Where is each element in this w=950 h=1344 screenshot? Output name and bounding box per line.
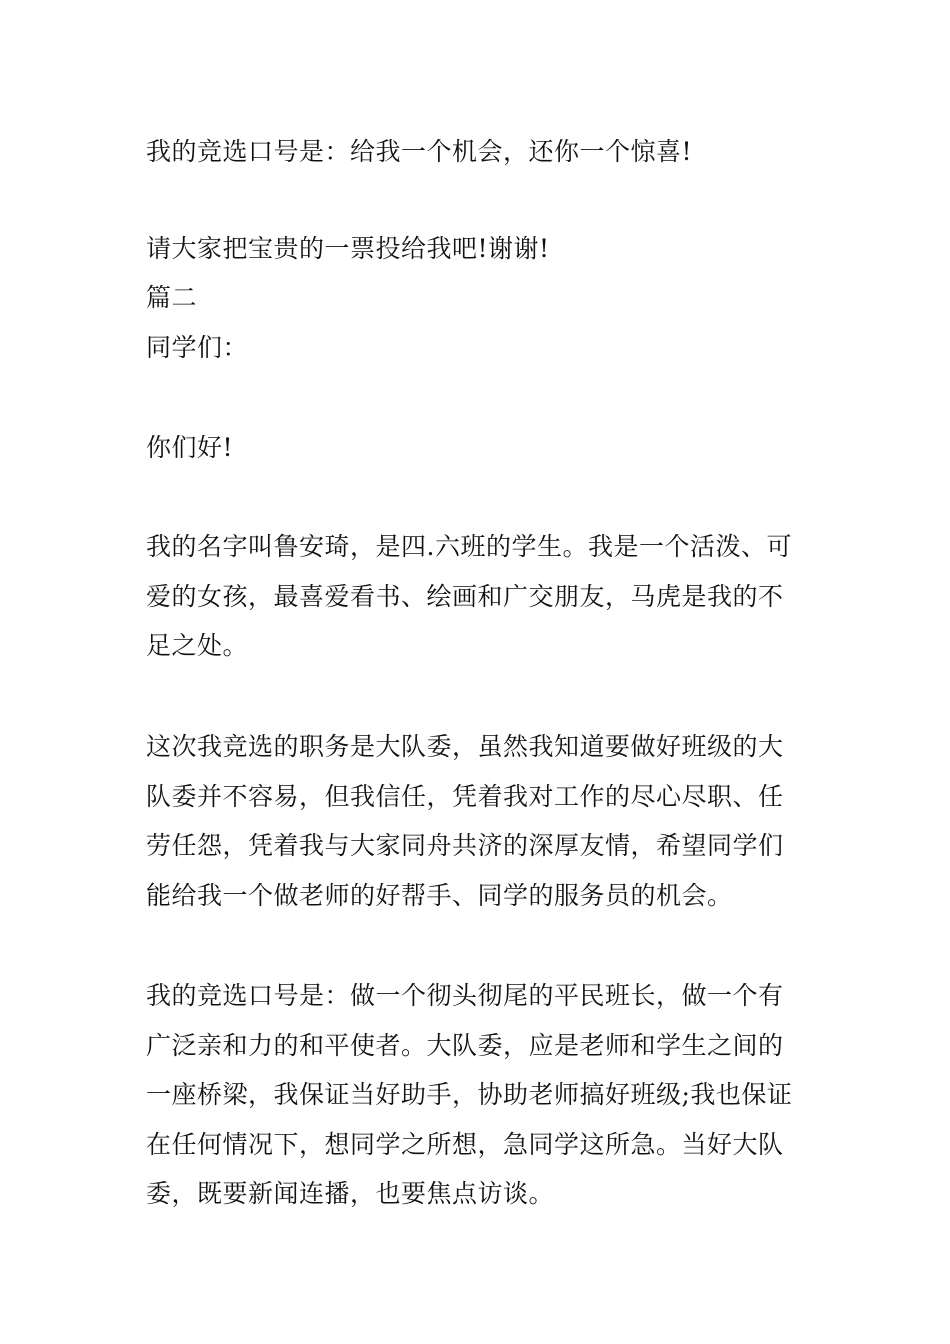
text-line: 广泛亲和力的和平使者。大队委，应是老师和学生之间的: [146, 1031, 784, 1060]
text-line: 一座桥梁，我保证当好助手，协助老师搞好班级;我也保证: [146, 1080, 793, 1109]
text-line: 在任何情况下，想同学之所想，急同学这所急。当好大队: [146, 1130, 784, 1159]
text-line: 队委并不容易，但我信任，凭着我对工作的尽心尽职、任: [146, 782, 784, 811]
text-line: 爱的女孩，最喜爱看书、绘画和广交朋友，马虎是我的不: [146, 582, 784, 611]
text-line: 我的竞选口号是：做一个彻头彻尾的平民班长，做一个有: [146, 981, 784, 1010]
text-line: 我的名字叫鲁安琦，是四.六班的学生。我是一个活泼、可: [146, 532, 792, 561]
salutation: 同学们：: [146, 333, 249, 362]
greeting: 你们好!: [146, 433, 234, 462]
text-line: 委，既要新闻连播，也要焦点访谈。: [146, 1179, 555, 1208]
text-line: 能给我一个做老师的好帮手、同学的服务员的机会。: [146, 881, 733, 910]
text-line: 足之处。: [146, 631, 249, 660]
text-line: 劳任怨，凭着我与大家同舟共济的深厚友情，希望同学们: [146, 831, 784, 860]
text-line: 请大家把宝贵的一票投给我吧!谢谢!: [146, 234, 550, 263]
section-heading: 篇二: [146, 283, 198, 312]
text-line: 我的竞选口号是：给我一个机会，还你一个惊喜!: [146, 137, 693, 166]
text-line: 这次我竞选的职务是大队委，虽然我知道要做好班级的大: [146, 732, 784, 761]
